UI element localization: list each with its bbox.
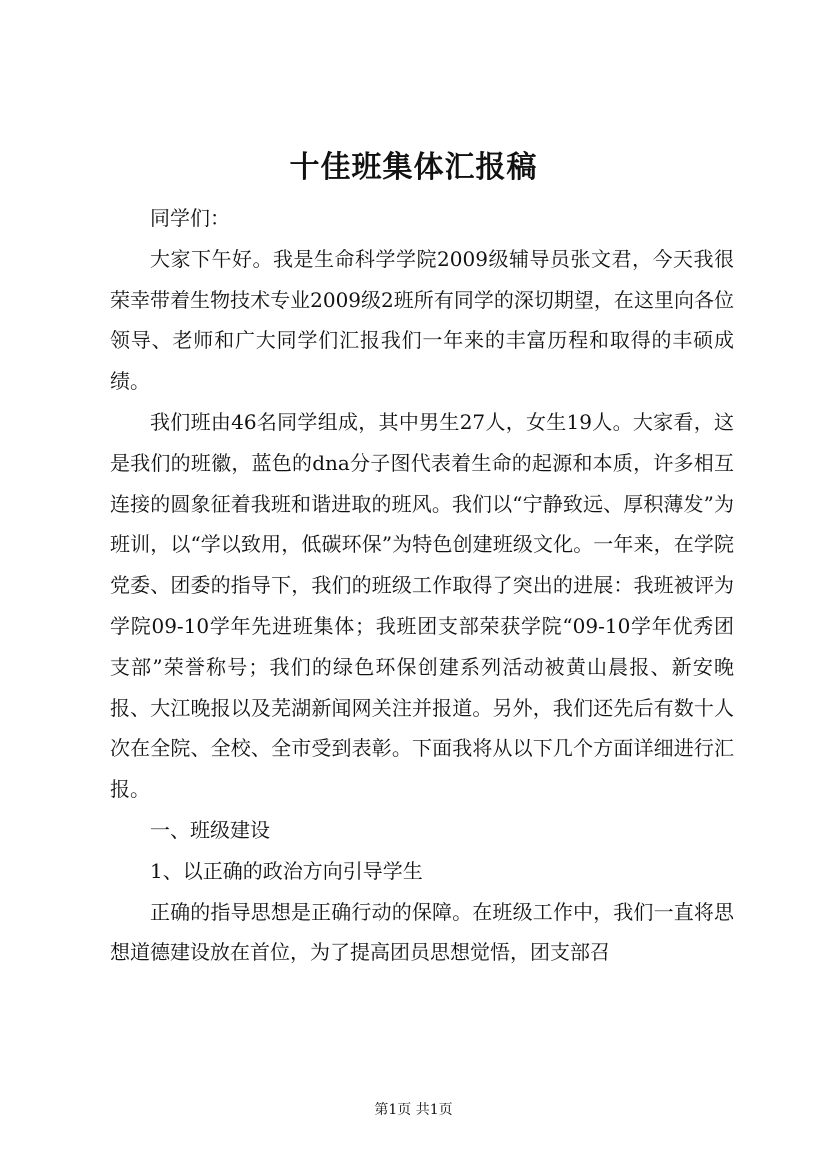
document-title: 十佳班集体汇报稿 <box>289 150 538 185</box>
body-paragraph: 正确的指导思想是正确行动的保障。在班级工作中，我们一直将思想道德建设放在首位，为了提高团员思想觉悟，团支部召 <box>110 899 734 965</box>
document-body <box>110 198 734 973</box>
page-footer: 第1页 共1页 <box>374 1102 453 1118</box>
intro-paragraph: 大家下午好。我是生命科学学院2009级辅导员张文君，今天我很荣幸带着生物技术专业2009级2班所有同学的深切期望，在这里向各位领导、老师和广大同学们汇报我们一年来的丰富历程和取得的丰硕成绩。 <box>110 246 734 394</box>
subsection-heading: 1、以正确的政治方向引导学生 <box>150 858 423 883</box>
section-heading: 一、班级建设 <box>150 817 270 842</box>
greeting-paragraph: 同学们： <box>150 206 230 230</box>
class-overview-paragraph: 我们班由46名同学组成，其中男生27人，女生19人。大家看，这是我们的班徽，蓝色的dna分子图代表着生命的起源和本质，许多相互连接的圆象征着我班和谐进取的班风。我们以“宁静致远、厚积薄发”为班训，以“学以致用，低碳环保”为特色创建班级文化。一年来，在学院党委、团委的指导下，我们的班级工作取得了突出的进展：我班被评为学院09-10学年先进班集体；我班团支部荣获学院“09-10学年优秀团支部”荣誉称号；我们的绿色环保创建系列活动被黄山晨报、新安晚报、大江晚报以及芜湖新闻网关注并报道。另外，我们还先后有数十人次在全院、全校、全市受到表彰。下面我将从以下几个方面详细进行汇报。 <box>110 409 734 802</box>
